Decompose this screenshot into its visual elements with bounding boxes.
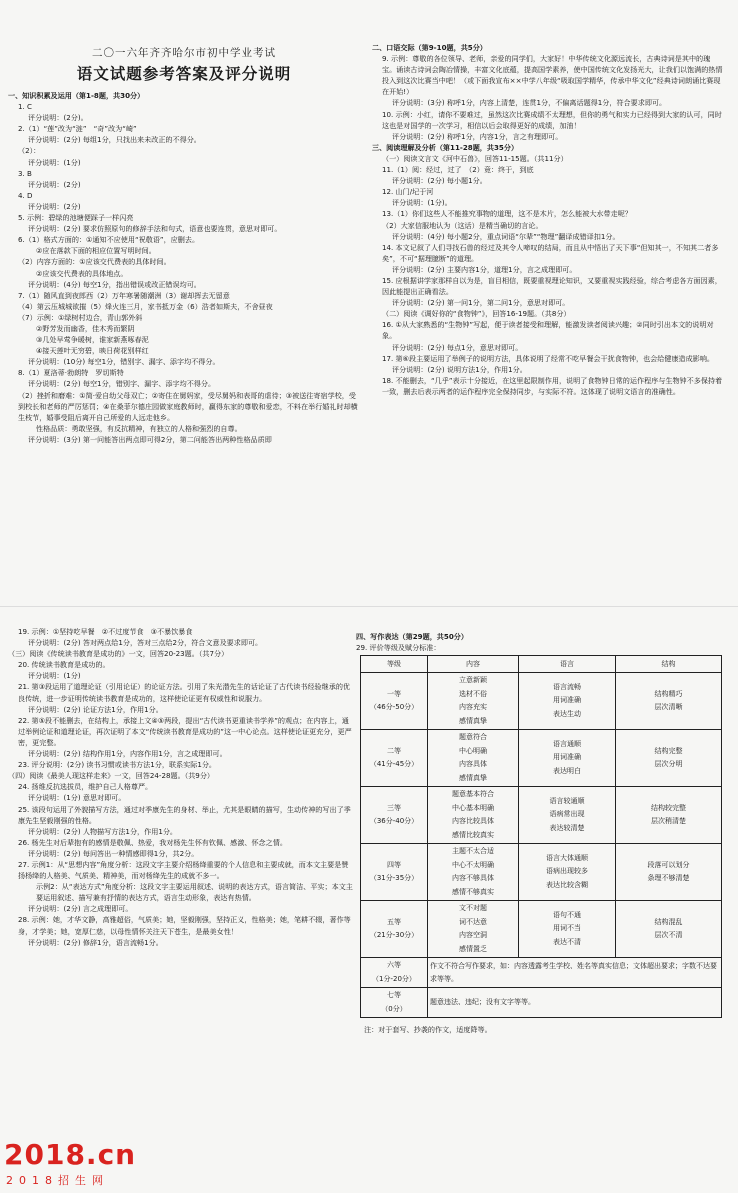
answer-line: 9. 示例：尊敬的各位领导、老师，亲爱的同学们，大家好！中华传统文化源远流长，古典诗词是其中的瑰宝。诵读古诗词会陶冶情操，丰富文化底蕴，提高国学素养，使中国传统文化发扬光大，让我们以饱满的热情投入到这次比赛当中吧！（或下面我宣布××中学八年级“吸取国学精华，传承中华文化”经典诗词朗诵比赛现在开始!）	[382, 54, 723, 97]
answer-line: 评分说明：(2分) 第一问1分，第二问1分，意思对即可。	[392, 298, 570, 308]
header-language: 语言	[519, 656, 616, 673]
grade-name: 七等	[387, 991, 401, 1000]
answer-line: 评分说明：(2分) 每组1分，只找出来未改正的不得分。	[28, 135, 201, 145]
answer-line: （7）示例：①绿树村边合，青山郭外斜	[18, 312, 143, 322]
grade-name: 六等	[387, 961, 401, 970]
writing-section-title: 四、写作表达（第29题，共50分）	[356, 632, 468, 641]
grading-row	[361, 901, 722, 958]
grade-score-range: （0分）	[381, 1004, 407, 1013]
answer-line: 14. 本文记叙了人们寻找石兽的经过及其令人啼叹的结局，而且从中悟出了天下事“但知其一，不知其二者多矣”，不可“据理臆断”的道理。	[382, 242, 719, 263]
answer-line: （四）阅读《最美人现这样走来》一文，回答24-28题。（共9分）	[8, 771, 215, 781]
answer-line: 评分说明：(2分) 主要内容1分，道理1分，言之成理即可。	[392, 264, 577, 274]
grade-cell	[361, 673, 428, 730]
answer-line: 二、口语交际（第9-10题，共5分）	[372, 43, 487, 52]
answer-line: （4）第云压城城欲摧（5）烽火连三月，家书抵万金（6）浩者如斯夫，不舍昼夜	[18, 301, 273, 311]
grade-score-range: （1分-20分）	[372, 974, 416, 983]
header-structure: 结构	[616, 656, 722, 673]
answer-line: 评分说明：(2分) 言之成理即可。	[28, 904, 133, 914]
answer-line: 10. 示例：小红，请你不要难过，虽然这次比赛成绩不太理想，但你的勇气和实力已经得到大家的认可，同时这也是对国学的一次学习，相信以后会取得更好的成绩，加油！	[382, 109, 722, 130]
answer-line: 评分说明：(3分) 第一问能答出两点即可得2分，第二问能答出两种性格品质即	[28, 434, 272, 444]
grade-structure-cell: 结构精巧 层次清晰	[616, 673, 722, 730]
answer-line: 7.（1）随风直到夜郎西（2）万年寒暑随潮洲（3）谢却挥去无留意	[18, 290, 230, 300]
grade-content-cell: 题意符合 中心明确 内容具体 感情真挚	[428, 730, 519, 787]
answer-line: 评分说明：(2分) 称呼1分，内容1分，言之有理即可。	[392, 131, 563, 141]
grade-content-cell: 主题不太合适 中心不太明确 内容不够具体 感情不够真实	[428, 844, 519, 901]
answer-line: 8.（1）夏洛蒂·勃朗特 罗切斯特	[18, 368, 124, 378]
grade-content-cell: 题意基本符合 中心基本明确 内容比较具体 感情比较真实	[428, 787, 519, 844]
answer-line: 评分说明：(2分)	[28, 179, 81, 189]
column-top-right-body	[372, 42, 724, 397]
answer-line: ④接天莲叶无穷碧，映日荷花别样红	[36, 346, 149, 356]
site-watermark-logo	[4, 1140, 204, 1192]
grade-language-cell: 语句不通 用词不当 表达不清	[519, 901, 616, 958]
grade-score-range: （41分-45分）	[369, 760, 419, 769]
grading-row	[361, 730, 722, 787]
answer-line: 15. 应根据讲学家那样自以为是，盲目相信，既要重视理论知识，又要重视实践经验，综合考虑各方面因素，因此能提出正确看法。	[382, 275, 722, 297]
column-bottom-left	[8, 626, 354, 948]
grading-row	[361, 787, 722, 844]
answer-line: 性格品质：勇敢坚强，有反抗精神，有独立的人格和强烈的自尊。	[36, 423, 242, 433]
answer-line: 示例2：从“表达方式”角度分析：这段文字主要运用叙述、说明的表达方式，语言简洁、平实；本文主要运用叙述、描写兼有抒情的表达方式，语言生动形象，表达有热情。	[36, 882, 353, 903]
answer-line: 25. 该段句运用了外貌描写方法，通过对季康先生的身材、举止，尤其是眼睛的描写，生动传神的写出了季康先生坚毅刚强的性格。	[18, 804, 351, 825]
column-top-left	[8, 18, 360, 445]
answer-line: ③几处早莺争暖树，谁家新燕啄春泥	[36, 335, 149, 345]
watermark-sub-text: 2018招生网	[6, 1174, 109, 1187]
grade-cell	[361, 958, 428, 988]
answer-line: 6.（1）格式方面的：①通知不应使用“祝敬语”，应删去。	[18, 235, 200, 245]
answer-line: 评分说明：(4分) 每小题2分，重点词语“尔辈”“物理”翻译成错译扣1分。	[392, 231, 620, 241]
grading-table-header-row	[361, 656, 722, 673]
answer-line: 评分说明：(2分) 修辞1分，语言流畅1分。	[28, 937, 163, 947]
grading-row	[361, 988, 722, 1018]
answer-line: 评分说明：(2分) 论证方法1分，作用1分。	[28, 704, 163, 714]
answer-line: 评分说明：(3分) 称呼1分，内容上清楚，连贯1分，不偏离话题得1分，符合要求即可。	[392, 98, 667, 108]
answer-line: 21. 第③段运用了道理论证（引用论证）的论证方法。引用了朱光潜先生的话论证了古代读书经验继承的优良传统，进一步证明传统读书教育是成功的，这样使论证更有权威性和说服力。	[18, 682, 351, 703]
answer-line: 28. 示例：她，才华文静，高雅超俗，气质美；她，坚毅刚强，坚持正义，性格美；她，笔耕不辍，著作等身，才学美；她，宽厚仁慈，以母性情怀关注天下苍生，是最美女性！	[18, 915, 351, 936]
answer-line: 评分说明：(1分)。	[392, 198, 452, 208]
grading-standard-title: 29. 评价等级及赋分标准：	[356, 643, 441, 653]
answer-line: 12. 山门/圮于河	[382, 187, 434, 197]
answer-line: 评分说明：(2分) 每点1分，意思对即可。	[392, 342, 523, 352]
answer-line: 11.（1）阅：经过，过了 （2）竟：终于，到底	[382, 165, 534, 175]
grade-cell	[361, 901, 428, 958]
grade-cell	[361, 844, 428, 901]
answer-line: 评分说明：(2分) 说明方法1分，作用1分。	[392, 364, 527, 374]
watermark-main-text: 2018.cn	[4, 1138, 137, 1171]
page-fold-divider	[0, 606, 738, 607]
answer-line: （2）挫折和磨难：①简·爱自幼父母双亡；②寄住在舅妈家，受尽舅妈和表哥的虐待；③被送往寄宿学校，受到校长和老师的严厉惩罚；④在桑菲尔德庄园做家庭教师时，赢得东家的尊敬和爱恋，不料在举行婚礼时却横生枝节，婚事受阻后离开自己所爱的人远走他乡。	[18, 390, 358, 422]
grade-name: 一等	[387, 689, 401, 698]
grade-content-cell: 立意新颖 选材不俗 内容充实 感情真挚	[428, 673, 519, 730]
answer-line: 4. D	[18, 190, 33, 200]
grading-row	[361, 958, 722, 988]
answer-line: 评分说明：(10分) 每空1分，错别字、漏字、添字均不得分。	[28, 357, 220, 367]
answer-line: 23. 评分说明：(2分) 读书习惯或读书方法1分，联系实际1分。	[18, 760, 217, 770]
grade-structure-cell: 结构完整 层次分明	[616, 730, 722, 787]
grade-name: 五等	[387, 917, 401, 926]
grade-name: 三等	[387, 803, 401, 812]
answer-line: （二）阅读《调好你的“食物钟”》，回答16-19题。（共8分）	[382, 309, 571, 319]
grade-structure-cell: 结构较完整 层次稍清楚	[616, 787, 722, 844]
column-top-left-body	[8, 90, 360, 445]
answer-line: ②野芳发而幽香，佳木秀而繁阴	[36, 323, 135, 333]
column-top-right	[372, 42, 724, 397]
grade-cell	[361, 730, 428, 787]
answer-line: 评分说明：(2分)	[28, 201, 81, 211]
grading-table-body	[361, 673, 722, 1018]
answer-line: 评分说明：(4分) 每空1分，指出错误或改正错误均可。	[28, 279, 201, 289]
answer-line: ②应该交代费表的具体地点。	[36, 268, 128, 278]
answer-line: （2）：	[18, 146, 41, 156]
grading-row	[361, 673, 722, 730]
answer-line: 评分说明：(2分) 要求仿照原句的修辞手法和句式，语意也要连贯，意思对即可。	[28, 224, 282, 234]
grade-language-cell: 语言较通顺 语病常出现 表达较清楚	[519, 787, 616, 844]
column-bottom-right	[356, 631, 730, 1035]
answer-line: 5. 示例：碧绿的池塘便踩子一样闪亮	[18, 213, 134, 223]
grade-structure-cell: 段落可以划分 条理不够清楚	[616, 844, 722, 901]
answer-line: 18. 不能删去，“几乎”表示十分接近，在这里起限制作用，说明了食物钟日常的运作程序与生物钟不多保持着一致，删去后表示两者的运作程序完全保持同步，与实际不符。这体现了说明文语言的准确性。	[382, 375, 723, 396]
answer-line: 评分说明：(2分)。	[28, 113, 88, 123]
grade-score-range: （21分-30分）	[369, 931, 419, 940]
answer-line: 22. 第⑤段不能删去，在结构上，承接上文④⑤两段，提出“古代读书更重读书学养”的观点；在内容上，通过举例论证和道理论证，再次证明了本文“传统读书教育是成功的”这一中心论点。这样使论证更充分，更严密，更完整。	[18, 715, 352, 747]
answer-line: 评分说明：(2分) 每问答出一种情感即得1分，共2分。	[28, 848, 199, 858]
answer-line: 26. 杨先生对后辈抱有的感情是敬佩、热爱，我对杨先生怀有钦佩、感激、怀念之情。	[18, 837, 287, 847]
answer-line: 13.（1）你们这些人不能推究事物的道理，这不是木片，怎么能被大水带走呢？	[382, 209, 632, 219]
grade-name: 四等	[387, 860, 401, 869]
grade-cell	[361, 787, 428, 844]
answer-line: 评分说明：(1分) 意思对即可。	[28, 793, 126, 803]
answer-line: （三）阅读《传统读书教育是成功的》一文，回答20-23题。（共7分）	[8, 649, 229, 659]
answer-line: 评分说明：(1分)	[28, 671, 81, 681]
grading-table	[360, 655, 722, 1018]
answer-line: 一、知识积累及运用（第1-8题，共30分）	[8, 91, 145, 100]
answer-line: 评分说明：(2分) 答对两点给1分，答对三点给2分，符合文意及要求即可。	[28, 638, 263, 648]
grade-structure-cell: 结构混乱 层次不清	[616, 901, 722, 958]
answer-line: 17. 第⑥段主要运用了举例子的说明方法，具体说明了经常不吃早餐会干扰食物钟，也会给健康造成影响。	[382, 353, 715, 363]
answer-line: 评分说明：(2分) 每空1分，错别字、漏字、添字均不得分。	[28, 379, 216, 389]
grade-language-cell: 语言通顺 用词准确 表达明白	[519, 730, 616, 787]
grade-score-range: （31分-35分）	[369, 874, 419, 883]
answer-line: （2）内容方面的：①应该交代费表的具体时间。	[18, 257, 171, 267]
grade-name: 二等	[387, 746, 401, 755]
document-title-line1: 二〇一六年齐齐哈尔市初中学业考试	[92, 47, 276, 59]
answer-line: 评分说明：(1分)	[28, 157, 81, 167]
answer-line: （一）阅读文言文《河中石兽》，回答11-15题。（共11分）	[382, 153, 568, 163]
header-grade: 等级	[361, 656, 428, 673]
header-content: 内容	[428, 656, 519, 673]
answer-line: 三、阅读理解及分析（第11-28题，共35分）	[372, 142, 519, 152]
grade-merged-cell: 题意违法、违纪；没有文字等等。	[428, 988, 722, 1018]
answer-line: 3. B	[18, 168, 32, 178]
answer-line: 评分说明：(2分) 人物描写方法1分，作用1分。	[28, 826, 178, 836]
grade-language-cell: 语言大体通顺 语病出现较多 表达比较含糊	[519, 844, 616, 901]
answer-line: 1. C	[18, 102, 32, 112]
answer-line: 2.（1）“莲”改为“涟” “奇”改为“崎”	[18, 124, 137, 134]
answer-line: ②应在落款下面的相应位置写明时间。	[36, 246, 156, 256]
grade-cell	[361, 988, 428, 1018]
grade-merged-cell: 作文不符合写作要求，如：内容透露考生学校、姓名等真实信息；文体超出要求；字数不达要求等等。	[428, 958, 722, 988]
document-title-line2: 语文试题参考答案及评分说明	[76, 64, 292, 83]
answer-line: （2）大家信服地认为（这话）是精当确切的言论。	[382, 220, 543, 230]
answer-line: 27. 示例1：从“思想内容”角度分析：这段文字主要介绍杨绛重要的个人信息和主要成就，而本文主要是赞扬杨绛的人格美、气质美、精神美，而对杨绛先生的成就不多一。	[18, 859, 349, 881]
answer-line: 评分说明：(2分) 每小题1分。	[392, 176, 487, 186]
grade-language-cell: 语言流畅 用词准确 表达生动	[519, 673, 616, 730]
answer-line: 19. 示例：①坚持吃早餐 ②不过度节食 ③不暴饮暴食	[18, 627, 193, 636]
answer-line: 20. 传统读书教育是成功的。	[18, 660, 110, 670]
grade-score-range: （36分-40分）	[369, 817, 419, 826]
grading-row	[361, 844, 722, 901]
answer-line: 16. ①从大家熟悉的“生物钟”写起，便于读者接受和理解，能激发读者阅读兴趣；②同时引出本文的说明对象。	[382, 320, 714, 341]
answer-line: 评分说明：(2分) 结构作用1分，内容作用1分，言之成理即可。	[28, 749, 227, 759]
grade-content-cell: 文不对题 词不达意 内容空洞 感情置乏	[428, 901, 519, 958]
grade-score-range: （46分-50分）	[369, 703, 419, 712]
column-bottom-left-body	[8, 626, 354, 948]
grading-note: 注：对于套写、抄袭的作文，适度降等。	[364, 1025, 492, 1035]
answer-line: 24. 扬维反抗选拔员，维护自己人格尊严。	[18, 782, 153, 792]
